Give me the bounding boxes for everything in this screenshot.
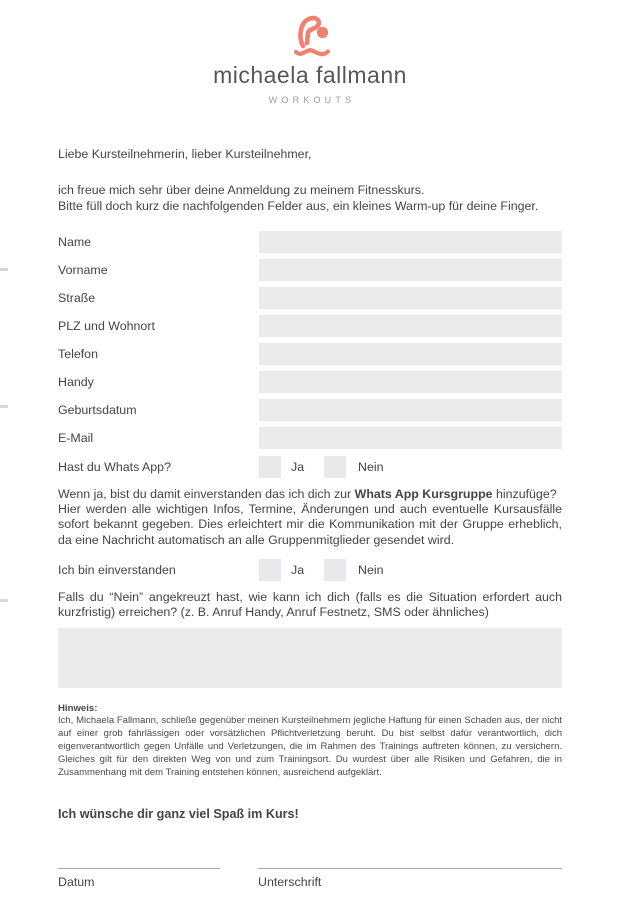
- notice-title: Hinweis:: [58, 703, 98, 715]
- fold-mark: [0, 405, 8, 408]
- workout-figure-icon: [284, 12, 336, 60]
- form-row-vorname: [58, 259, 562, 281]
- date-label: Datum: [58, 874, 95, 889]
- consent-yes-checkbox[interactable]: [259, 559, 281, 581]
- form-row-geburtsdatum: [58, 399, 562, 421]
- field-label: Geburtsdatum: [58, 403, 137, 418]
- signature-section: [58, 868, 562, 889]
- form-row-strasse: [58, 287, 562, 309]
- email-input[interactable]: [259, 427, 562, 449]
- form-row-name: [58, 231, 562, 253]
- closing-text: Ich wünsche dir ganz viel Spaß im Kurs!: [58, 806, 299, 821]
- logo-subtitle: WORKOUTS: [268, 95, 356, 105]
- plz-wohnort-input[interactable]: [259, 315, 562, 337]
- whatsapp-info-text: Hier werden alle wichtigen Infos, Termine, Änderungen und auch eventuelle Kursausfälle sofort bekannt gegeben. Dies erleichtert mir die Kommunikation mit der Gruppe erheblich, da eine Nachricht automatisch an alle Gruppenmitglieder gesendet wird.: [58, 502, 562, 547]
- consent-label: Ich bin einverstanden: [58, 562, 176, 577]
- field-label: PLZ und Wohnort: [58, 319, 155, 334]
- whatsapp-yes-checkbox[interactable]: [259, 456, 281, 478]
- whatsapp-question-bold: Whats App Kursgruppe: [354, 487, 493, 502]
- whatsapp-question-label: Hast du Whats App?: [58, 460, 171, 475]
- fold-mark: [0, 599, 8, 602]
- form-row-plz-wohnort: [58, 315, 562, 337]
- field-label: Straße: [58, 291, 96, 306]
- vorname-input[interactable]: [259, 259, 562, 281]
- whatsapp-no-checkbox[interactable]: [324, 456, 346, 478]
- field-label: Vorname: [58, 263, 108, 278]
- notice-section: [58, 702, 562, 780]
- consent-no-label: Nein: [358, 562, 384, 577]
- consent-no-checkbox[interactable]: [324, 559, 346, 581]
- notice-body: Ich, Michaela Fallmann, schließe gegenüber meinen Kursteilnehmern jegliche Haftung für einen Schaden aus, der nicht auf einer grob fahrlässigen oder vorsätzlichen Pflichtverletzung beruht. Du bist selbst dafür verantwortlich, dich eigenverantwortlich gegen Unfälle und Verletzungen, die im Rahmen des Trainings auftreten können, zu versichern. Gleiches gilt für den direkten Weg von und zum Trainingsort. Du wurdest über alle Risiken und Gefahren, die in Zusammenhang mit dem Training entstehen können, ausreichend aufgeklärt.: [58, 715, 562, 778]
- signature-label: Unterschrift: [258, 874, 322, 889]
- field-label: Telefon: [58, 347, 98, 362]
- whatsapp-question-prefix: Wenn ja, bist du damit einverstanden das ich dich zur: [58, 487, 355, 502]
- name-input[interactable]: [259, 231, 562, 253]
- strasse-input[interactable]: [259, 287, 562, 309]
- logo: [0, 0, 620, 105]
- fold-mark: [0, 268, 8, 271]
- intro-line2: Bitte füll doch kurz die nachfolgenden Felder aus, ein kleines Warm-up für deine Finger.: [58, 198, 539, 213]
- reach-question: Falls du “Nein” angekreuzt hast, wie kann ich dich (falls es die Situation erfordert auch kurzfristig) erreichen? (z. B. Anruf Handy, Anruf Festnetz, SMS oder ähnliches): [58, 589, 562, 620]
- telefon-input[interactable]: [259, 343, 562, 365]
- salutation: Liebe Kursteilnehmerin, lieber Kursteilnehmer,: [58, 147, 312, 161]
- geburtsdatum-input[interactable]: [259, 399, 562, 421]
- whatsapp-question-suffix: hinzufüge?: [492, 487, 557, 502]
- whatsapp-no-label: Nein: [358, 460, 384, 475]
- logo-name: michaela fallmann: [213, 62, 407, 88]
- whatsapp-info-paragraph: [58, 487, 562, 548]
- field-label: E-Mail: [58, 431, 94, 446]
- consent-row: [58, 559, 562, 581]
- intro-text: [58, 183, 562, 214]
- whatsapp-yes-label: Ja: [291, 460, 305, 475]
- field-label: Name: [58, 235, 92, 250]
- form-row-telefon: [58, 343, 562, 365]
- form-row-email: [58, 427, 562, 449]
- reach-textarea[interactable]: [58, 628, 562, 688]
- date-signature-line[interactable]: [58, 868, 220, 889]
- whatsapp-question-row: [58, 456, 562, 478]
- handy-input[interactable]: [259, 371, 562, 393]
- field-label: Handy: [58, 375, 94, 390]
- signature-spacer: [220, 868, 258, 889]
- intro-line1: ich freue mich sehr über deine Anmeldung zu meinem Fitnesskurs.: [58, 183, 425, 198]
- signature-line[interactable]: [258, 868, 562, 889]
- form-fields: [58, 231, 562, 449]
- consent-yes-label: Ja: [291, 562, 305, 577]
- form-row-handy: [58, 371, 562, 393]
